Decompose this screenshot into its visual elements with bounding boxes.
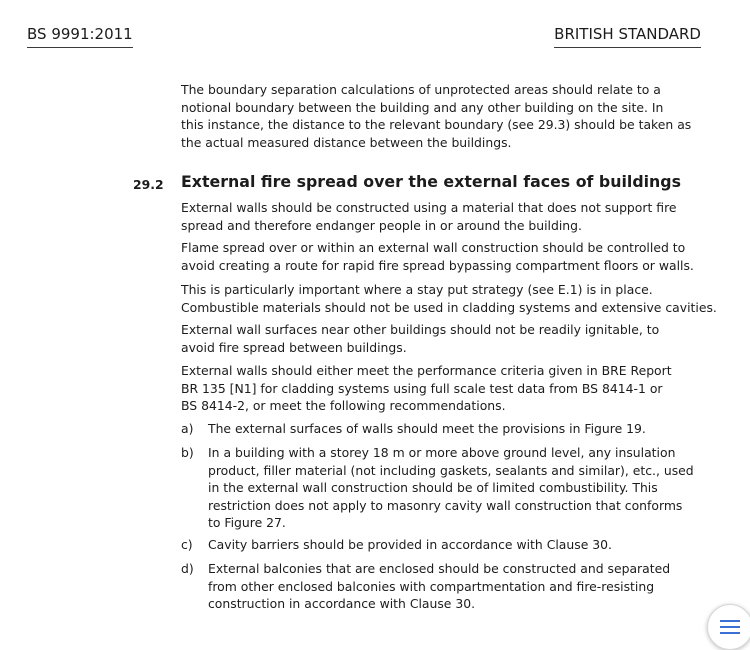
menu-icon	[720, 618, 740, 636]
section-title: External fire spread over the external faces of buildings	[181, 172, 681, 191]
list-item-text: In a building with a storey 18 m or more above ground level, any insulation product, filler material (not including gaskets, sealants and similar), etc., used in the external wall construction should be of limited combustibility. This restriction does not apply to masonry cavity wall construction that conforms to Figure 27.	[208, 445, 694, 531]
section-paragraph: External walls should either meet the performance criteria given in BRE Report BR 135 [N1] for cladding systems using full scale test data from BS 8414-1 or BS 8414-2, or meet the following recommendations.	[181, 363, 672, 414]
list-marker: a)	[181, 421, 194, 436]
document-type: BRITISH STANDARD	[554, 25, 701, 48]
section-paragraph: Flame spread over or within an external wall construction should be controlled to avoid creating a route for rapid fire spread bypassing compartment floors or walls.	[181, 240, 694, 273]
list-item-text: External balconies that are enclosed should be constructed and separated from other enclosed balconies with compartmentation and fire-resisting construction in accordance with Clause 30.	[208, 561, 671, 612]
section-paragraph: External wall surfaces near other buildings should not be readily ignitable, to avoid fire spread between buildings.	[181, 322, 660, 355]
list-marker: b)	[181, 445, 194, 460]
list-marker: d)	[181, 561, 194, 576]
section-paragraph: This is particularly important where a stay put strategy (see E.1) is in place. Combustible materials should not be used in cladding systems and extensive cavities.	[181, 282, 717, 315]
menu-button[interactable]	[707, 604, 750, 650]
section-number: 29.2	[133, 177, 164, 192]
document-id: BS 9991:2011	[27, 25, 133, 48]
list-marker: c)	[181, 537, 193, 552]
list-item-text: Cavity barriers should be provided in accordance with Clause 30.	[208, 537, 612, 552]
list-item-text: The external surfaces of walls should meet the provisions in Figure 19.	[208, 421, 646, 436]
section-paragraph: External walls should be constructed using a material that does not support fire spread and therefore endanger people in or around the building.	[181, 200, 677, 233]
intro-paragraph: The boundary separation calculations of unprotected areas should relate to a notional boundary between the building and any other building on the site. In this instance, the distance to the relevant boundary (see 29.3) should be taken as the actual measured distance between the buildings.	[181, 82, 692, 150]
